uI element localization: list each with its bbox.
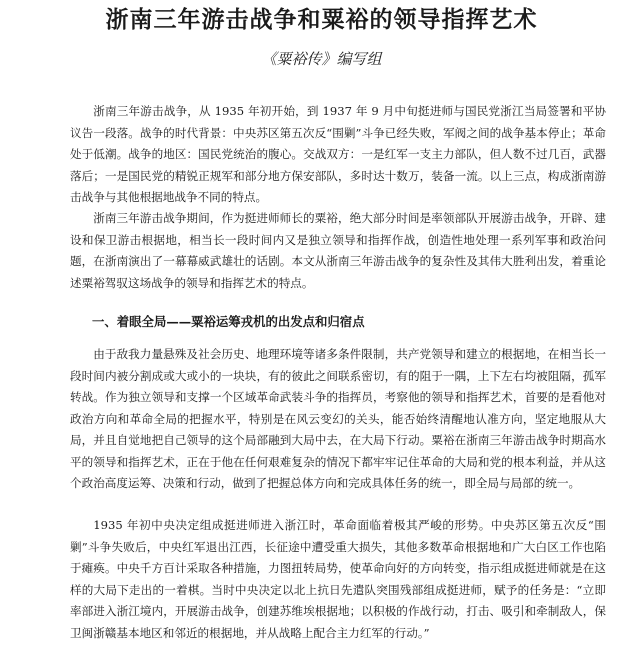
- paragraph-section-1-2: 1935 年初中央决定组成挺进师进入浙江时，革命面临着极其严峻的形势。中央苏区第五次反“围剿”斗争失败后，中央红军退出江西，长征途中遭受重大损失，其他多数革命根据地和广大白区工作也陷于瘫痪。中央千方百计采取各种措施，力图扭转局势，使革命向好的方向转变，指示组成挺进师就是在这样的大局下走出的一着棋。当时中央决定以北上抗日先遣队突围残部组成挺进师，赋予的任务是：“立即率部进入浙江境内，开展游击战争，创建苏维埃根据地；以积极的作战行动，打击、吸引和牵制敌人，保卫闽浙赣基本地区和邻近的根据地，并从战略上配合主力红军的行动。”: [70, 518, 606, 640]
- article-title: 浙南三年游击战争和粟裕的领导指挥艺术: [105, 7, 538, 33]
- article-byline: 《粟裕传》编写组: [261, 50, 382, 68]
- paragraph-intro-1: 浙南三年游击战争，从 1935 年初开始，到 1937 年 9 月中旬挺进师与国民党浙江当局签署和平协议告一段落。战争的时代背景：中央苏区第五次反“围剿”斗争已经失败，军阀之间的战争基本停止；革命处于低潮。战争的地区：国民党统治的腹心。交战双方：一是红军一支主力部队，但人数不过几百，武器落后；一是国民党的精锐正规军和部分地方保安部队，多时达十数万，装备一流。以上三点，构成浙南游击战争与其他根据地战争不同的特点。: [70, 104, 606, 204]
- paragraph-section-1-1: 由于敌我力量悬殊及社会历史、地理环境等诸多条件限制，共产党领导和建立的根据地，在相当长一段时间内被分割成或大或小的一块块，有的彼此之间联系密切，有的阻于一隅，上下左右均被阻隔，孤军转战。作为独立领导和支撑一个区域革命武装斗争的指挥员，考察他的领导和指挥艺术，首要的是看他对政治方向和革命全局的把握水平，特别是在风云变幻的关头，能否始终清醒地认准方向，坚定地服从大局，并且自觉地把自己领导的这个局部融到大局中去，在大局下行动。粟裕在浙南三年游击战争时期高水平的领导和指挥艺术，正在于他在任何艰难复杂的情况下都牢牢记住革命的大局和党的根本利益，并从这个政治高度运筹、决策和行动，做到了把握总体方向和完成具体任务的统一，即全局与局部的统一。: [70, 347, 606, 490]
- section-heading-1: 一、着眼全局——粟裕运筹戎机的出发点和归宿点: [92, 314, 365, 329]
- paragraph-intro-2: 浙南三年游击战争期间，作为挺进师师长的粟裕，绝大部分时间是率领部队开展游击战争，开辟、建设和保卫游击根据地，相当长一段时间内又是独立领导和指挥作战，创造性地处理一系列军事和政治问题，在浙南演出了一幕幕威武雄壮的话剧。本文从浙南三年游击战争的复杂性及其伟大胜利出发，着重论述粟裕驾驭这场战争的领导和指挥艺术的特点。: [70, 211, 606, 290]
